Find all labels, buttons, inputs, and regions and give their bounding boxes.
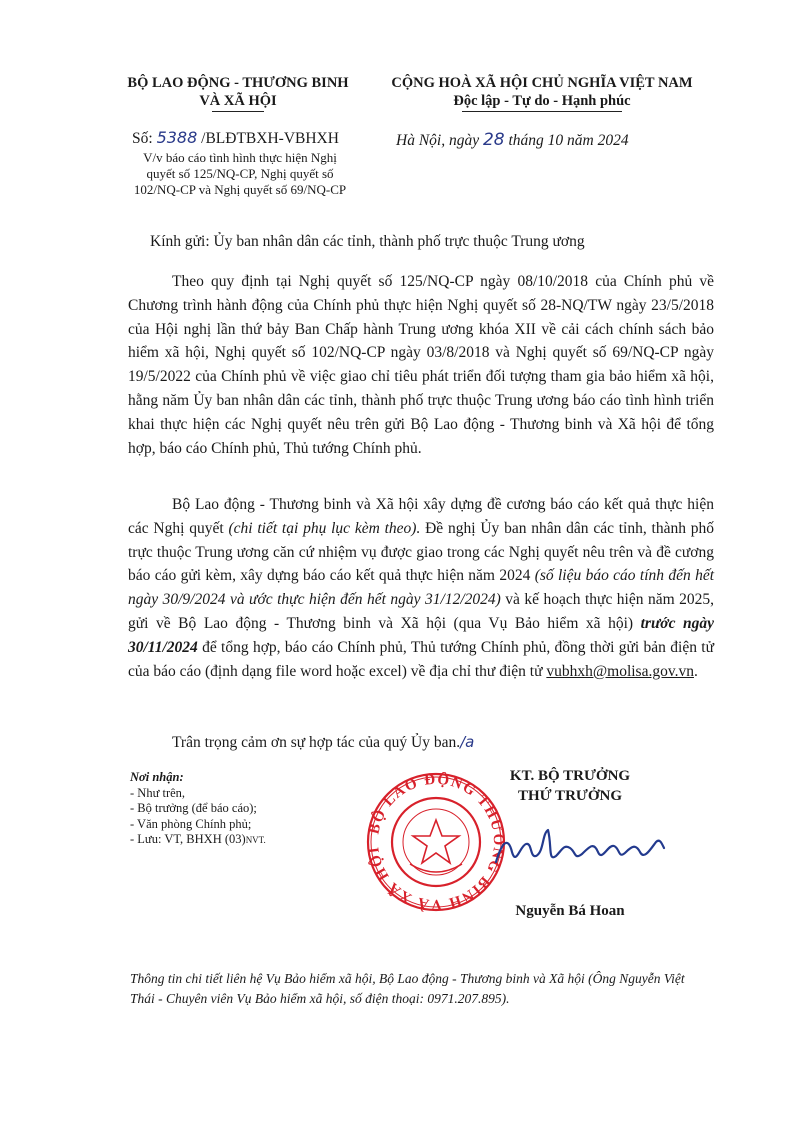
closing-thanks-text: Trân trọng cảm ơn sự hợp tác của quý Ủy ban. [172, 734, 461, 751]
p2-end: . [693, 662, 698, 680]
emblem-star-icon [413, 820, 459, 863]
distribution-title: Nơi nhận: [130, 770, 184, 784]
handwritten-mark: /a [460, 733, 475, 751]
issuing-agency-line2: VÀ XÃ HỘI [199, 93, 277, 109]
motto-underline [462, 111, 622, 112]
distribution-item: - Văn phòng Chính phủ; [130, 816, 252, 831]
p2-data-period-note: (số liệu báo cáo tính đến hết ngày 30/9/2024 và ước thực hiện đến hết ngày 31/12/2024) [128, 567, 714, 609]
issuing-agency-line1: BỘ LAO ĐỘNG - THƯƠNG BINH [127, 75, 349, 91]
p2-text: Bộ Lao động - Thương binh và Xã hội xây dựng đề cương báo cáo kết quả thực hiện các Nghị quyết [128, 496, 714, 537]
closing-thanks [172, 733, 474, 752]
contact-footnote: Thông tin chi tiết liên hệ Vụ Bảo hiểm xã hội, Bộ Lao động - Thương binh và Xã hội (Ông Nguyễn Việt Thái - Chuyên viên Vụ Bảo hiểm xã hội, số điện thoại: 0971.207.895). [130, 971, 685, 1006]
p2-text: và kế hoạch thực hiện năm 2025, gửi về Bộ Lao động - Thương binh và Xã hội (qua Vụ Bảo hiểm xã hội) [128, 591, 714, 632]
p2-appendix-note: (chi tiết tại phụ lục kèm theo). [228, 519, 421, 537]
document-number-handwritten: 5388 [156, 128, 198, 147]
agency-underline [212, 111, 264, 112]
distribution-item: - Như trên, [130, 785, 186, 800]
p2-text: để tổng hợp, báo cáo Chính phủ, Thủ tướng Chính phủ, đồng thời gửi bản điện tử của báo cáo (định dạng file word hoặc excel) về địa chỉ thư điện tử [128, 638, 714, 680]
email-link[interactable]: vubhxh@molisa.gov.vn [546, 662, 694, 680]
subject-line: 102/NQ-CP và Nghị quyết số 69/NQ-CP [133, 182, 347, 197]
date-day-handwritten: 28 [482, 130, 505, 150]
document-number-suffix: /BLĐTBXH-VBHXH [197, 130, 339, 147]
stamp-text-path: BỘ LAO ĐỘNG THƯƠNG BINH VÀ XÃ HỘI [366, 772, 507, 912]
subject-line: quyết số 125/NQ-CP, Nghị quyết số [146, 166, 334, 181]
distribution-list [130, 770, 266, 849]
p2-deadline: trước ngày 30/11/2024 [128, 614, 714, 656]
body-paragraph-1: Theo quy định tại Nghị quyết số 125/NQ-CP ngày 08/10/2018 của Chính phủ về Chương trình hành động của Chính phủ thực hiện Nghị quyết số 28-NQ/TW ngày 23/5/2018 của Hội nghị lần thứ bảy Ban Chấp hành Trung ương khóa XII về cải cách chính sách bảo hiểm xã hội, Nghị quyết số 102/NQ-CP ngày 03/8/2018 và Nghị quyết số 69/NQ-CP ngày 19/5/2022 của Chính phủ về việc giao chỉ tiêu phát triển đối tượng tham gia bảo hiểm xã hội, hằng năm Ủy ban nhân dân các tỉnh, thành phố trực thuộc Trung ương báo cáo tình hình triển khai thực hiện các Nghị quyết nêu trên gửi Bộ Lao động - Thương binh và Xã hội để tổng hợp, báo cáo Chính phủ, Thủ tướng Chính phủ. [128, 273, 714, 457]
national-title [372, 74, 712, 110]
national-title-line1: CỘNG HOÀ XÃ HỘI CHỦ NGHĨA VIỆT NAM [391, 75, 693, 91]
subject-line: V/v báo cáo tình hình thực hiện Nghị [143, 150, 337, 165]
emblem-gear-icon [410, 864, 462, 872]
distribution-item: - Bộ trưởng (để báo cáo); [130, 801, 257, 815]
subject-block [108, 150, 372, 198]
signer-name: Nguyễn Bá Hoan [515, 903, 625, 919]
date-place: Hà Nội, ngày [396, 132, 483, 149]
date-line [396, 130, 629, 150]
document-number-prefix: Số: [132, 130, 157, 147]
distribution-item-text: - Lưu: VT, BHXH (03) [130, 832, 246, 846]
p2-text: Đề nghị Ủy ban nhân dân các tỉnh, thành phố trực thuộc Trung ương căn cứ nhiệm vụ được giao trong các Nghị quyết nêu trên và đề cương báo cáo gửi kèm, xây dựng báo cáo kết quả thực hiện năm 2024 [128, 519, 715, 585]
issuing-agency [118, 74, 358, 110]
distribution-item-suffix: NVT. [245, 835, 266, 845]
distribution-item [130, 832, 266, 849]
signer-title-line2: THỨ TRƯỞNG [517, 788, 623, 804]
body-paragraph-2 [128, 493, 714, 683]
recipient-line: Kính gửi: Ủy ban nhân dân các tỉnh, thành phố trực thuộc Trung ương [150, 233, 585, 250]
signature-stroke [496, 830, 664, 862]
date-month-year: tháng 10 năm 2024 [504, 132, 629, 149]
national-motto: Độc lập - Tự do - Hạnh phúc [453, 93, 631, 109]
signature [490, 822, 670, 878]
document-number [132, 128, 339, 148]
stamp-text [366, 772, 506, 912]
signer-title-line1: KT. BỘ TRƯỞNG [509, 768, 631, 784]
